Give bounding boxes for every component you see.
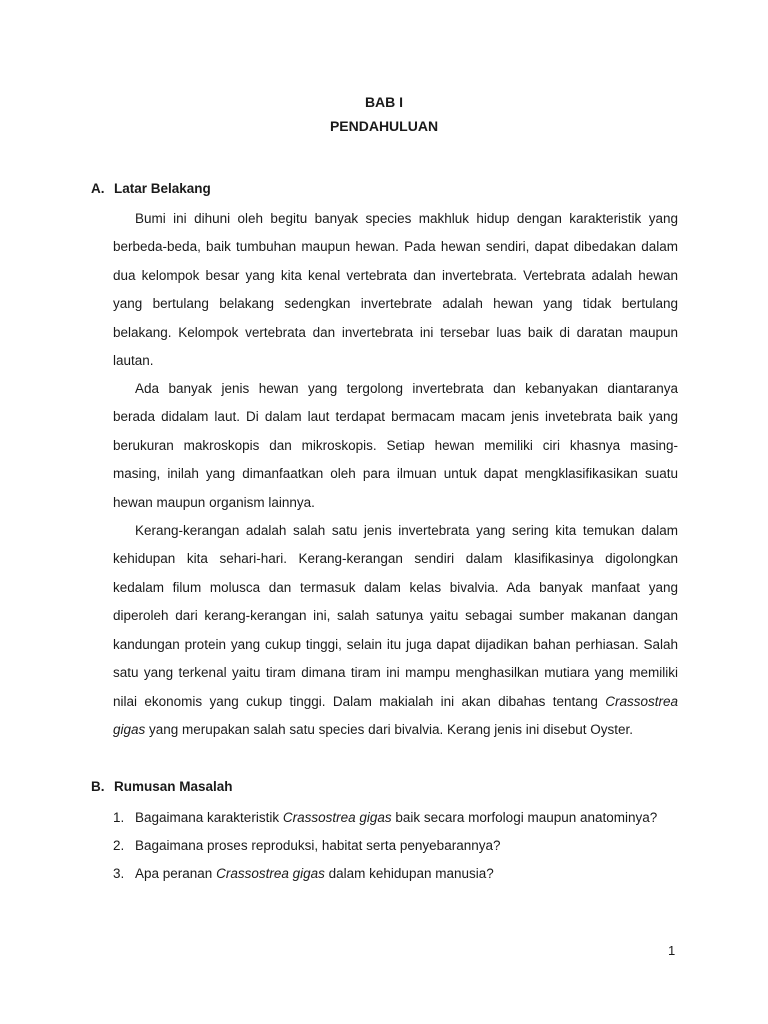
section-b-heading xyxy=(91,779,233,794)
list-text: Apa peranan xyxy=(135,866,217,881)
paragraph-line: belakang. Kelompok vertebrata dan invertebrata ini tersebar luas baik di daratan maupun xyxy=(113,324,678,340)
species-name-italic: Crassostrea xyxy=(605,693,678,709)
paragraph-text: nilai ekonomis yang cukup tinggi. Dalam makialah ini akan dibahas tentang xyxy=(113,693,598,709)
list-item xyxy=(113,832,693,860)
paragraph-line: dua kelompok besar yang kita kenal vertebrata dan invertebrata. Vertebrata adalah hewan xyxy=(113,267,678,283)
list-number: 2. xyxy=(113,838,125,853)
list-text: Bagaimana karakteristik xyxy=(135,810,283,825)
paragraph-line: berbeda-beda, baik tumbuhan maupun hewan. Pada hewan sendiri, dapat dibedakan dalam xyxy=(113,239,678,255)
paragraph-line: Kerang-kerangan adalah salah satu jenis invertebrata yang sering kita temukan dalam xyxy=(135,523,678,538)
paragraph-2 xyxy=(113,375,678,517)
list-text: baik secara morfologi maupun anatominya? xyxy=(391,810,658,825)
paragraph-line: Bumi ini dihuni oleh begitu banyak species makhluk hidup dengan karakteristik yang xyxy=(135,211,678,226)
species-name-italic: Crassostrea gigas xyxy=(282,810,392,825)
paragraph-line xyxy=(113,688,678,716)
list-number: 3. xyxy=(113,866,125,881)
paragraph-line xyxy=(113,716,678,744)
section-a-heading xyxy=(91,181,211,196)
paragraph-3 xyxy=(113,517,678,745)
paragraph-line: hewan maupun organism lainnya. xyxy=(113,494,315,510)
paragraph-line: kandungan protein yang cukup tinggi, selain itu juga dapat dijadikan bahan perhiasan. Salah xyxy=(113,636,678,652)
paragraph-line: diperoleh dari kerang-kerangan ini, salah satunya yaitu sebagai sumber makanan dangan xyxy=(113,608,678,624)
paragraph-line: satu yang terkenal yaitu tiram dimana tiram ini mampu menghasilkan mutiara yang memiliki xyxy=(113,665,678,681)
species-name-italic: gigas xyxy=(113,722,146,738)
paragraph-1 xyxy=(113,205,678,376)
species-name-italic: Crassostrea gigas xyxy=(216,866,325,881)
section-a-letter: A. xyxy=(91,181,105,196)
list-item xyxy=(113,804,693,832)
section-b-title: Rumusan Masalah xyxy=(114,779,233,794)
page-number: 1 xyxy=(668,943,676,958)
section-b-letter: B. xyxy=(91,779,105,794)
section-a-title: Latar Belakang xyxy=(114,181,211,196)
paragraph-line: yang bertulang belakang sedengkan invertebrate adalah hewan yang tidak bertulang xyxy=(113,296,678,312)
paragraph-line: Ada banyak jenis hewan yang tergolong invertebrata dan kebanyakan diantaranya xyxy=(135,381,678,396)
paragraph-line: kedalam filum molusca dan termasuk dalam kelas bivalvia. Ada banyak manfaat yang xyxy=(113,579,678,595)
list-text: dalam kehidupan manusia? xyxy=(324,866,494,881)
paragraph-line: kehidupan kita sehari-hari. Kerang-kerangan sendiri dalam klasifikasinya digolongkan xyxy=(113,551,678,567)
paragraph-line: berada didalam laut. Di dalam laut terdapat bermacam macam jenis invetebrata baik yang xyxy=(113,409,678,425)
paragraph-text: yang merupakan salah satu species dari bivalvia. Kerang jenis ini disebut Oyster. xyxy=(145,722,634,738)
list-number: 1. xyxy=(113,810,125,825)
list-text: Bagaimana proses reproduksi, habitat serta penyebarannya? xyxy=(135,838,501,853)
problem-list xyxy=(113,804,693,888)
paragraph-line: berukuran makroskopis dan mikroskopis. Setiap hewan memiliki ciri khasnya masing- xyxy=(113,437,678,453)
chapter-number: BAB I xyxy=(364,94,404,110)
chapter-title: PENDAHULUAN xyxy=(329,118,439,134)
paragraph-line: lautan. xyxy=(113,353,154,369)
paragraph-line: masing, inilah yang dimanfaatkan oleh para ilmuan untuk dapat mengklasifikasikan suatu xyxy=(113,466,678,482)
list-item xyxy=(113,860,693,888)
